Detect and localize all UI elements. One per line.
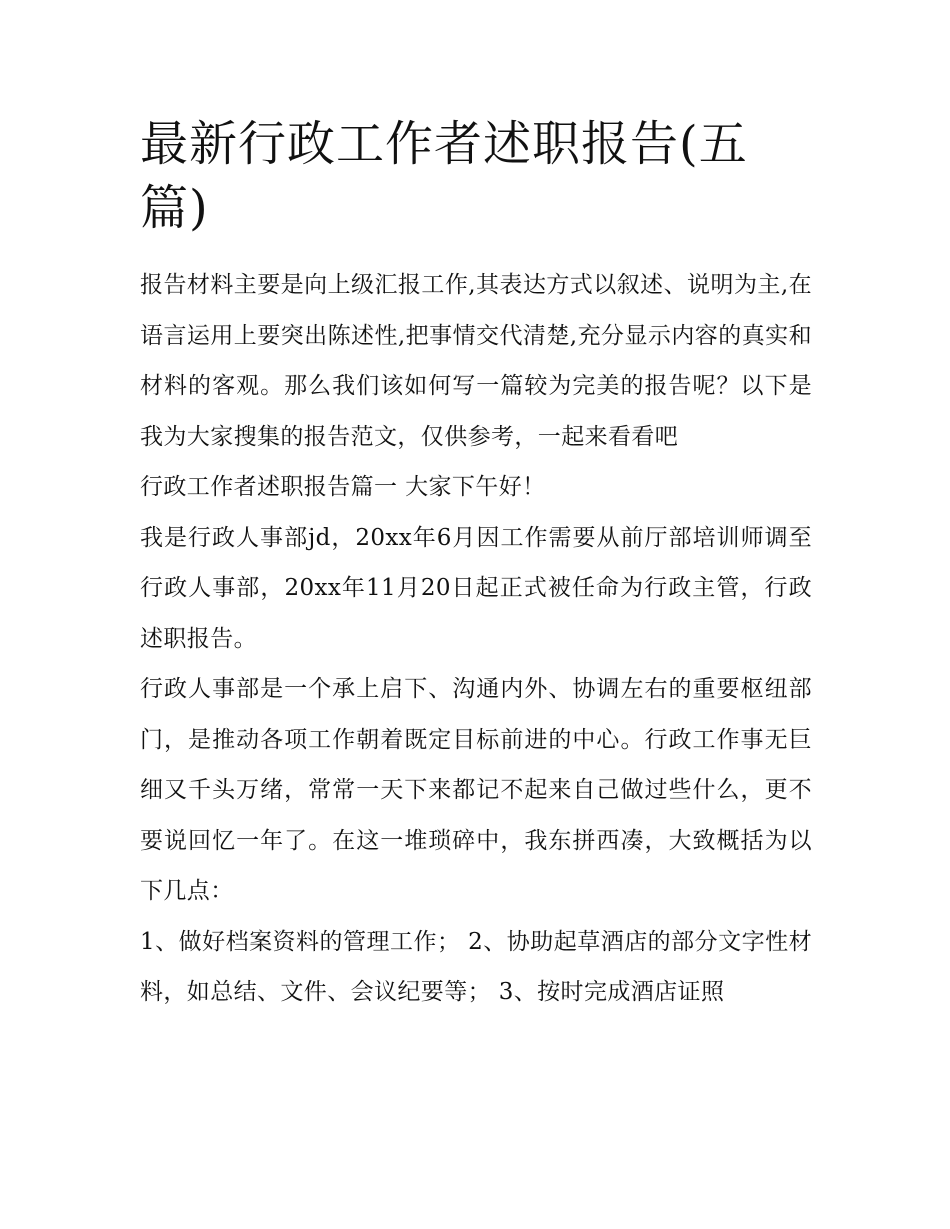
paragraph-intro: 报告材料主要是向上级汇报工作,其表达方式以叙述、说明为主,在语言运用上要突出陈述性,把事情交代清楚,充分显示内容的真实和材料的客观。那么我们该如何写一篇较为完美的报告呢？以下是我为大家搜集的报告范文，仅供参考，一起来看看吧 — [140, 272, 812, 450]
paragraph-duties-list: 1、做好档案资料的管理工作； 2、协助起草酒店的部分文字性材料，如总结、文件、会议纪要等； 3、按时完成酒店证照 — [140, 928, 812, 1005]
paragraph-section-heading: 行政工作者述职报告篇一 大家下午好！ — [140, 474, 546, 500]
paragraph-department-role: 行政人事部是一个承上启下、沟通内外、协调左右的重要枢纽部门，是推动各项工作朝着既定目标前进的中心。行政工作事无巨细又千头万绪，常常一天下来都记不起来自己做过些什么，更不要说回忆一年了。在这一堆琐碎中，我东拼西凑，大致概括为以下几点： — [140, 676, 812, 904]
document-body — [140, 112, 812, 1018]
document-title: 最新行政工作者述职报告(五篇) — [140, 116, 748, 236]
paragraph-self-introduction: 我是行政人事部jd，20xx年6月因工作需要从前厅部培训师调至行政人事部，20xx年11月20日起正式被任命为行政主管，行政述职报告。 — [140, 524, 812, 652]
